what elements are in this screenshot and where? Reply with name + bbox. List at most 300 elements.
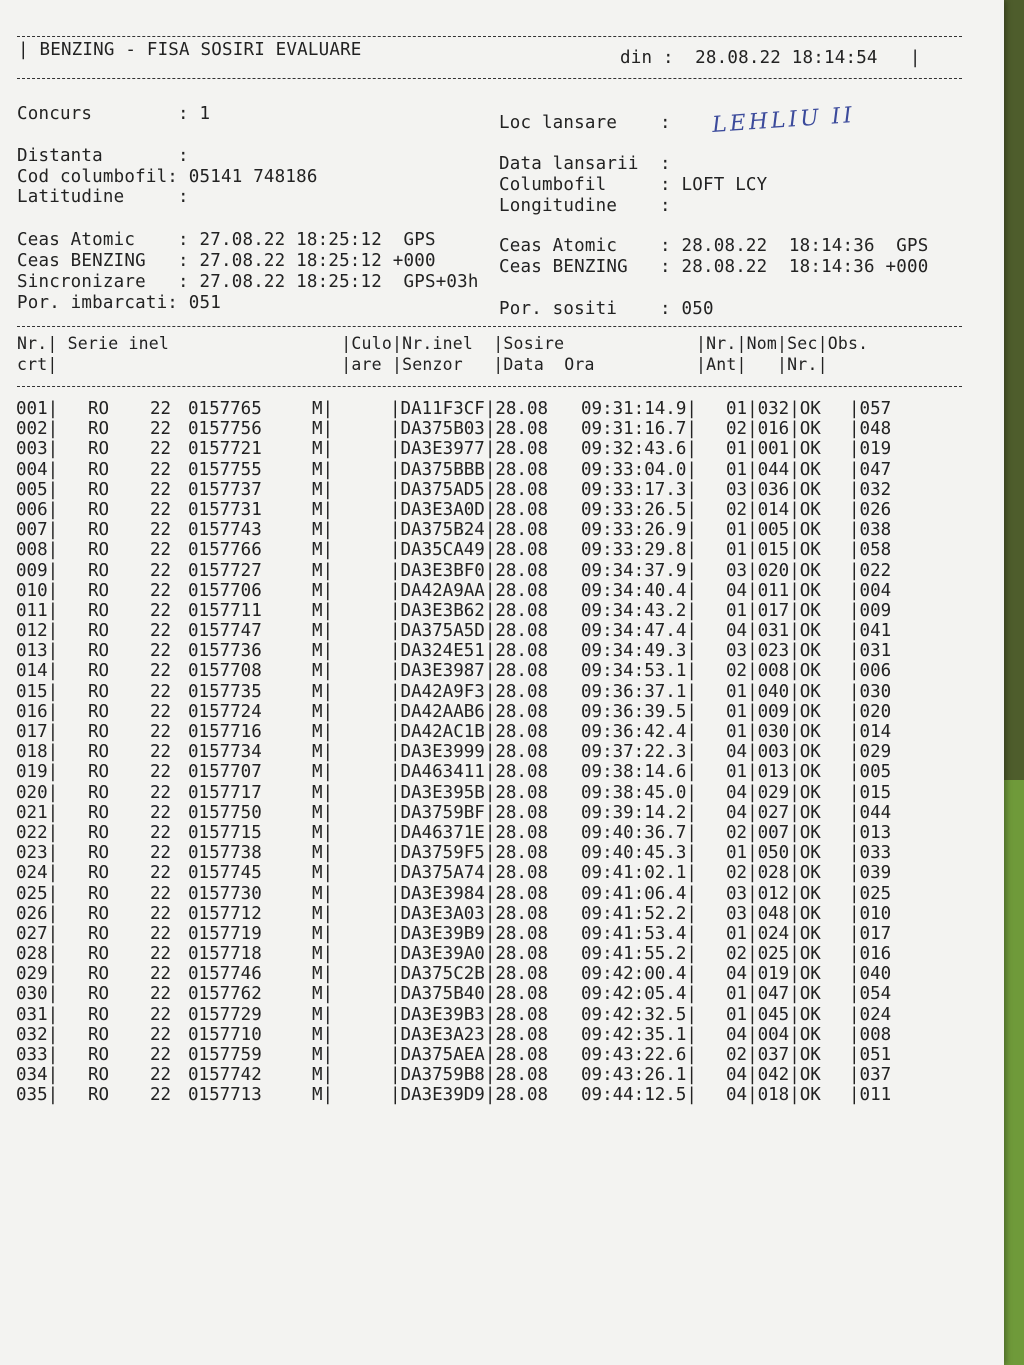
row-country: RO <box>88 883 110 904</box>
row-year: 22 <box>150 722 172 742</box>
row-ring-number: 0157711 <box>188 600 262 621</box>
row-time: 09:44:12.5| <box>581 1085 697 1106</box>
row-year: 22 <box>150 802 172 823</box>
column-header-line2: crt| |are |Senzor |Data Ora |Ant| |Nr.| <box>17 355 828 374</box>
row-ring-number: 0157762 <box>188 984 262 1005</box>
row-nr: 034| <box>16 1065 59 1086</box>
row-year: 22 <box>150 903 172 924</box>
row-time: 09:33:29.8| <box>581 540 697 561</box>
row-sensor-date: |DA3759BF|28.08 <box>390 802 549 823</box>
row-ant-nom-sec: 03|023|OK <box>726 641 821 662</box>
row-ant-nom-sec: 02|007|OK <box>726 822 821 843</box>
row-sensor-date: |DA42AAB6|28.08 <box>390 701 549 722</box>
row-nr: 012| <box>16 621 59 642</box>
row-time: 09:42:32.5| <box>581 1004 697 1025</box>
row-obs: |026 <box>849 499 892 520</box>
row-year: 22 <box>150 580 172 601</box>
row-time: 09:31:14.9| <box>581 399 697 419</box>
row-ring-number: 0157731 <box>188 499 262 520</box>
row-obs: |039 <box>849 863 892 884</box>
row-ant-nom-sec: 04|018|OK <box>726 1085 821 1106</box>
row-sex: M| <box>312 964 334 985</box>
row-sensor-date: |DA463411|28.08 <box>390 762 549 783</box>
row-nr: 015| <box>16 681 59 702</box>
row-sex: M| <box>312 641 334 662</box>
row-country: RO <box>88 701 110 722</box>
row-year: 22 <box>150 742 172 763</box>
row-nr: 023| <box>16 843 59 864</box>
row-sex: M| <box>312 520 334 541</box>
row-nr: 018| <box>16 742 59 763</box>
row-ant-nom-sec: 04|029|OK <box>726 782 821 803</box>
row-ring-number: 0157730 <box>188 883 262 904</box>
row-nr: 035| <box>16 1085 59 1106</box>
row-time: 09:42:00.4| <box>581 964 697 985</box>
row-obs: |029 <box>849 742 892 763</box>
row-nr: 016| <box>16 701 59 722</box>
row-obs: |022 <box>849 560 892 581</box>
row-sensor-date: |DA375B24|28.08 <box>390 520 549 541</box>
row-obs: |008 <box>849 1024 892 1045</box>
row-year: 22 <box>150 843 172 864</box>
row-year: 22 <box>150 540 172 561</box>
row-nr: 025| <box>16 883 59 904</box>
row-ring-number: 0157743 <box>188 520 262 541</box>
row-ant-nom-sec: 04|027|OK <box>726 802 821 823</box>
row-obs: |030 <box>849 681 892 702</box>
data-lansarii-line: Data lansarii : <box>499 154 671 174</box>
row-year: 22 <box>150 782 172 803</box>
row-country: RO <box>88 681 110 702</box>
row-ring-number: 0157708 <box>188 661 262 682</box>
sincronizare-line: Sincronizare : 27.08.22 18:25:12 GPS+03h <box>17 272 479 292</box>
row-year: 22 <box>150 1085 172 1106</box>
row-time: 09:41:53.4| <box>581 923 697 944</box>
row-ring-number: 0157756 <box>188 419 262 440</box>
row-ant-nom-sec: 01|040|OK <box>726 681 821 702</box>
row-sex: M| <box>312 863 334 884</box>
row-time: 09:42:05.4| <box>581 984 697 1005</box>
row-year: 22 <box>150 479 172 500</box>
row-sensor-date: |DA375AD5|28.08 <box>390 479 549 500</box>
row-time: 09:39:14.2| <box>581 802 697 823</box>
row-ant-nom-sec: 03|036|OK <box>726 479 821 500</box>
row-ant-nom-sec: 01|024|OK <box>726 923 821 944</box>
row-time: 09:31:16.7| <box>581 419 697 440</box>
row-sex: M| <box>312 419 334 440</box>
row-nr: 031| <box>16 1004 59 1025</box>
row-sensor-date: |DA375B03|28.08 <box>390 419 549 440</box>
row-nr: 032| <box>16 1024 59 1045</box>
row-sensor-date: |DA3E39B3|28.08 <box>390 1004 549 1025</box>
row-ant-nom-sec: 01|001|OK <box>726 439 821 460</box>
row-sex: M| <box>312 439 334 460</box>
row-time: 09:34:47.4| <box>581 621 697 642</box>
row-time: 09:43:22.6| <box>581 1045 697 1065</box>
row-nr: 027| <box>16 923 59 944</box>
row-obs: |047 <box>849 459 892 480</box>
row-country: RO <box>88 964 110 985</box>
row-ant-nom-sec: 01|009|OK <box>726 701 821 722</box>
row-ring-number: 0157759 <box>188 1045 262 1065</box>
row-ring-number: 0157717 <box>188 782 262 803</box>
row-time: 09:38:14.6| <box>581 762 697 783</box>
row-ring-number: 0157716 <box>188 722 262 742</box>
row-year: 22 <box>150 439 172 460</box>
row-sex: M| <box>312 621 334 642</box>
row-ring-number: 0157707 <box>188 762 262 783</box>
row-time: 09:37:22.3| <box>581 742 697 763</box>
row-sensor-date: |DA42A9F3|28.08 <box>390 681 549 702</box>
row-obs: |031 <box>849 641 892 662</box>
row-time: 09:33:04.0| <box>581 459 697 480</box>
row-year: 22 <box>150 923 172 944</box>
distanta-line: Distanta : <box>17 146 189 166</box>
row-country: RO <box>88 1004 110 1025</box>
row-year: 22 <box>150 863 172 884</box>
row-obs: |041 <box>849 621 892 642</box>
row-country: RO <box>88 621 110 642</box>
row-sensor-date: |DA3E3A0D|28.08 <box>390 499 549 520</box>
row-sensor-date: |DA3E3999|28.08 <box>390 742 549 763</box>
row-nr: 003| <box>16 439 59 460</box>
row-obs: |004 <box>849 580 892 601</box>
row-time: 09:42:35.1| <box>581 1024 697 1045</box>
row-country: RO <box>88 822 110 843</box>
row-obs: |054 <box>849 984 892 1005</box>
row-ring-number: 0157718 <box>188 944 262 965</box>
row-nr: 024| <box>16 863 59 884</box>
row-country: RO <box>88 1024 110 1045</box>
row-time: 09:36:37.1| <box>581 681 697 702</box>
row-country: RO <box>88 540 110 561</box>
row-country: RO <box>88 600 110 621</box>
row-sensor-date: |DA375A5D|28.08 <box>390 621 549 642</box>
row-sensor-date: |DA3E39A0|28.08 <box>390 944 549 965</box>
row-ring-number: 0157737 <box>188 479 262 500</box>
row-year: 22 <box>150 1024 172 1045</box>
row-ant-nom-sec: 01|017|OK <box>726 600 821 621</box>
row-time: 09:34:43.2| <box>581 600 697 621</box>
row-year: 22 <box>150 399 172 419</box>
report-title: | BENZING - FISA SOSIRI EVALUARE <box>18 40 362 60</box>
row-year: 22 <box>150 984 172 1005</box>
row-ant-nom-sec: 02|037|OK <box>726 1045 821 1065</box>
row-sex: M| <box>312 540 334 561</box>
row-time: 09:36:42.4| <box>581 722 697 742</box>
row-sex: M| <box>312 742 334 763</box>
row-ring-number: 0157765 <box>188 399 262 419</box>
row-ant-nom-sec: 01|015|OK <box>726 540 821 561</box>
row-ring-number: 0157745 <box>188 863 262 884</box>
row-country: RO <box>88 499 110 520</box>
row-ring-number: 0157713 <box>188 1085 262 1106</box>
row-nr: 008| <box>16 540 59 561</box>
row-ant-nom-sec: 03|012|OK <box>726 883 821 904</box>
row-sensor-date: |DA375C2B|28.08 <box>390 964 549 985</box>
row-ring-number: 0157755 <box>188 459 262 480</box>
row-nr: 006| <box>16 499 59 520</box>
row-sensor-date: |DA3E3A23|28.08 <box>390 1024 549 1045</box>
row-ring-number: 0157750 <box>188 802 262 823</box>
row-year: 22 <box>150 964 172 985</box>
row-ant-nom-sec: 02|016|OK <box>726 419 821 440</box>
row-time: 09:36:39.5| <box>581 701 697 722</box>
row-sex: M| <box>312 560 334 581</box>
row-nr: 022| <box>16 822 59 843</box>
row-country: RO <box>88 742 110 763</box>
row-ring-number: 0157710 <box>188 1024 262 1045</box>
row-sex: M| <box>312 903 334 924</box>
row-sex: M| <box>312 681 334 702</box>
row-nr: 029| <box>16 964 59 985</box>
row-obs: |038 <box>849 520 892 541</box>
row-ant-nom-sec: 02|025|OK <box>726 944 821 965</box>
row-sensor-date: |DA375B40|28.08 <box>390 984 549 1005</box>
row-ring-number: 0157738 <box>188 843 262 864</box>
row-obs: |048 <box>849 419 892 440</box>
row-sensor-date: |DA324E51|28.08 <box>390 641 549 662</box>
cod-columbofil-line: Cod columbofil: 05141 748186 <box>17 167 318 187</box>
row-obs: |009 <box>849 600 892 621</box>
row-nr: 020| <box>16 782 59 803</box>
row-year: 22 <box>150 822 172 843</box>
row-country: RO <box>88 580 110 601</box>
row-sensor-date: |DA46371E|28.08 <box>390 822 549 843</box>
row-sex: M| <box>312 1065 334 1086</box>
row-ant-nom-sec: 03|048|OK <box>726 903 821 924</box>
row-obs: |005 <box>849 762 892 783</box>
row-country: RO <box>88 439 110 460</box>
row-ring-number: 0157735 <box>188 681 262 702</box>
row-ring-number: 0157727 <box>188 560 262 581</box>
row-time: 09:33:26.5| <box>581 499 697 520</box>
row-year: 22 <box>150 641 172 662</box>
row-country: RO <box>88 1085 110 1106</box>
concurs-line: Concurs : 1 <box>17 104 211 124</box>
row-country: RO <box>88 661 110 682</box>
row-country: RO <box>88 1065 110 1086</box>
row-time: 09:41:02.1| <box>581 863 697 884</box>
row-sensor-date: |DA3E39D9|28.08 <box>390 1085 549 1106</box>
row-sex: M| <box>312 479 334 500</box>
row-nr: 010| <box>16 580 59 601</box>
row-ring-number: 0157706 <box>188 580 262 601</box>
row-ant-nom-sec: 02|014|OK <box>726 499 821 520</box>
ceas-atomic-left: Ceas Atomic : 27.08.22 18:25:12 GPS <box>17 230 436 250</box>
row-year: 22 <box>150 1045 172 1065</box>
row-sensor-date: |DA3E39B9|28.08 <box>390 923 549 944</box>
row-nr: 030| <box>16 984 59 1005</box>
row-ant-nom-sec: 02|008|OK <box>726 661 821 682</box>
row-nr: 028| <box>16 944 59 965</box>
row-year: 22 <box>150 1004 172 1025</box>
report-datetime: din : 28.08.22 18:14:54 | <box>620 48 921 68</box>
divider-header <box>17 78 962 79</box>
longitudine-line: Longitudine : <box>499 196 671 216</box>
row-nr: 033| <box>16 1045 59 1065</box>
row-ant-nom-sec: 01|044|OK <box>726 459 821 480</box>
ceas-benzing-left: Ceas BENZING : 27.08.22 18:25:12 +000 <box>17 251 436 271</box>
row-country: RO <box>88 802 110 823</box>
row-obs: |025 <box>849 883 892 904</box>
row-time: 09:34:40.4| <box>581 580 697 601</box>
row-country: RO <box>88 843 110 864</box>
row-country: RO <box>88 479 110 500</box>
row-time: 09:41:52.2| <box>581 903 697 924</box>
row-ring-number: 0157746 <box>188 964 262 985</box>
row-year: 22 <box>150 520 172 541</box>
row-year: 22 <box>150 419 172 440</box>
row-sensor-date: |DA11F3CF|28.08 <box>390 399 549 419</box>
row-ring-number: 0157719 <box>188 923 262 944</box>
row-sex: M| <box>312 722 334 742</box>
column-header-line1: Nr.| Serie inel |Culo|Nr.inel |Sosire |Nr.|Nom|Sec|Obs. <box>17 334 869 353</box>
row-ant-nom-sec: 01|047|OK <box>726 984 821 1005</box>
row-obs: |033 <box>849 843 892 864</box>
row-ant-nom-sec: 03|020|OK <box>726 560 821 581</box>
row-year: 22 <box>150 621 172 642</box>
row-nr: 013| <box>16 641 59 662</box>
por-sositi-line: Por. sositi : 050 <box>499 299 714 319</box>
row-sex: M| <box>312 843 334 864</box>
row-time: 09:34:37.9| <box>581 560 697 581</box>
row-ring-number: 0157742 <box>188 1065 262 1086</box>
row-obs: |019 <box>849 439 892 460</box>
row-sex: M| <box>312 459 334 480</box>
row-year: 22 <box>150 701 172 722</box>
divider-columns-top <box>17 326 962 327</box>
row-year: 22 <box>150 661 172 682</box>
row-sex: M| <box>312 1024 334 1045</box>
row-sex: M| <box>312 802 334 823</box>
row-nr: 011| <box>16 600 59 621</box>
row-sensor-date: |DA3E3A03|28.08 <box>390 903 549 924</box>
row-year: 22 <box>150 459 172 480</box>
row-obs: |032 <box>849 479 892 500</box>
row-sensor-date: |DA375AEA|28.08 <box>390 1045 549 1065</box>
row-sex: M| <box>312 923 334 944</box>
row-nr: 002| <box>16 419 59 440</box>
row-sex: M| <box>312 762 334 783</box>
row-country: RO <box>88 782 110 803</box>
row-nr: 017| <box>16 722 59 742</box>
row-country: RO <box>88 419 110 440</box>
row-obs: |011 <box>849 1085 892 1106</box>
row-obs: |044 <box>849 802 892 823</box>
latitudine-line: Latitudine : <box>17 187 189 207</box>
row-country: RO <box>88 459 110 480</box>
row-sensor-date: |DA3E3977|28.08 <box>390 439 549 460</box>
row-time: 09:40:36.7| <box>581 822 697 843</box>
row-ring-number: 0157736 <box>188 641 262 662</box>
row-sensor-date: |DA3E395B|28.08 <box>390 782 549 803</box>
row-ant-nom-sec: 02|028|OK <box>726 863 821 884</box>
row-sex: M| <box>312 1045 334 1065</box>
row-ring-number: 0157734 <box>188 742 262 763</box>
row-country: RO <box>88 399 110 419</box>
row-time: 09:33:26.9| <box>581 520 697 541</box>
row-ring-number: 0157715 <box>188 822 262 843</box>
row-sex: M| <box>312 822 334 843</box>
row-obs: |017 <box>849 923 892 944</box>
row-time: 09:41:55.2| <box>581 944 697 965</box>
row-obs: |040 <box>849 964 892 985</box>
row-nr: 004| <box>16 459 59 480</box>
row-ring-number: 0157712 <box>188 903 262 924</box>
row-sex: M| <box>312 1085 334 1106</box>
row-year: 22 <box>150 944 172 965</box>
row-ant-nom-sec: 04|042|OK <box>726 1065 821 1086</box>
row-ring-number: 0157766 <box>188 540 262 561</box>
row-sex: M| <box>312 499 334 520</box>
row-year: 22 <box>150 1065 172 1086</box>
row-obs: |057 <box>849 399 892 419</box>
row-country: RO <box>88 762 110 783</box>
row-sensor-date: |DA375A74|28.08 <box>390 863 549 884</box>
row-sex: M| <box>312 1004 334 1025</box>
divider-top <box>17 36 962 37</box>
loc-lansare-line: Loc lansare : <box>499 113 671 133</box>
row-ant-nom-sec: 01|030|OK <box>726 722 821 742</box>
row-nr: 009| <box>16 560 59 581</box>
row-nr: 005| <box>16 479 59 500</box>
row-ring-number: 0157724 <box>188 701 262 722</box>
row-obs: |006 <box>849 661 892 682</box>
row-sensor-date: |DA3E3BF0|28.08 <box>390 560 549 581</box>
row-obs: |020 <box>849 701 892 722</box>
row-ant-nom-sec: 04|011|OK <box>726 580 821 601</box>
row-obs: |051 <box>849 1045 892 1065</box>
row-sex: M| <box>312 580 334 601</box>
row-sex: M| <box>312 782 334 803</box>
row-obs: |015 <box>849 782 892 803</box>
row-ant-nom-sec: 04|031|OK <box>726 621 821 642</box>
row-time: 09:43:26.1| <box>581 1065 697 1086</box>
row-nr: 021| <box>16 802 59 823</box>
row-year: 22 <box>150 883 172 904</box>
row-time: 09:40:45.3| <box>581 843 697 864</box>
row-sex: M| <box>312 883 334 904</box>
row-nr: 001| <box>16 399 59 419</box>
row-sensor-date: |DA3759B8|28.08 <box>390 1065 549 1086</box>
row-sensor-date: |DA3E3987|28.08 <box>390 661 549 682</box>
row-sex: M| <box>312 701 334 722</box>
row-sex: M| <box>312 944 334 965</box>
row-ring-number: 0157729 <box>188 1004 262 1025</box>
row-sensor-date: |DA3E3984|28.08 <box>390 883 549 904</box>
por-imbarcati-line: Por. imbarcati: 051 <box>17 293 221 313</box>
row-ring-number: 0157747 <box>188 621 262 642</box>
row-year: 22 <box>150 762 172 783</box>
row-country: RO <box>88 560 110 581</box>
row-sensor-date: |DA375BBB|28.08 <box>390 459 549 480</box>
row-sensor-date: |DA35CA49|28.08 <box>390 540 549 561</box>
row-country: RO <box>88 520 110 541</box>
row-sensor-date: |DA42A9AA|28.08 <box>390 580 549 601</box>
row-ant-nom-sec: 01|032|OK <box>726 399 821 419</box>
row-nr: 007| <box>16 520 59 541</box>
row-time: 09:32:43.6| <box>581 439 697 460</box>
row-sex: M| <box>312 661 334 682</box>
row-ant-nom-sec: 01|045|OK <box>726 1004 821 1025</box>
columbofil-line: Columbofil : LOFT LCY <box>499 175 768 195</box>
row-sensor-date: |DA42AC1B|28.08 <box>390 722 549 742</box>
row-time: 09:41:06.4| <box>581 883 697 904</box>
row-ant-nom-sec: 01|013|OK <box>726 762 821 783</box>
row-time: 09:34:49.3| <box>581 641 697 662</box>
row-obs: |016 <box>849 944 892 965</box>
